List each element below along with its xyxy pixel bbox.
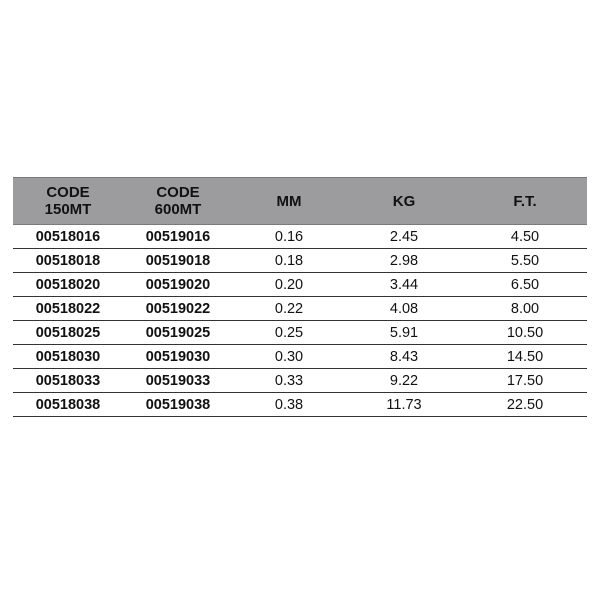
cell-ft: 6.50 xyxy=(463,273,587,297)
table-row xyxy=(13,345,587,369)
header-kg-label: KG xyxy=(392,192,416,210)
cell-code-150mt: 00518018 xyxy=(13,249,123,273)
cell-ft: 4.50 xyxy=(463,225,587,249)
cell-code-150mt: 00518022 xyxy=(13,297,123,321)
header-kg xyxy=(345,178,463,225)
table-header xyxy=(13,178,587,225)
table-row xyxy=(13,273,587,297)
table-row xyxy=(13,249,587,273)
cell-mm: 0.38 xyxy=(233,393,345,417)
cell-ft: 8.00 xyxy=(463,297,587,321)
cell-kg: 2.98 xyxy=(345,249,463,273)
cell-ft: 10.50 xyxy=(463,321,587,345)
spec-table xyxy=(13,177,587,417)
cell-mm: 0.33 xyxy=(233,369,345,393)
cell-mm: 0.18 xyxy=(233,249,345,273)
cell-ft: 5.50 xyxy=(463,249,587,273)
cell-mm: 0.30 xyxy=(233,345,345,369)
header-row xyxy=(13,178,587,225)
table-row xyxy=(13,369,587,393)
header-code-150mt-line2: 150MT xyxy=(44,201,92,218)
cell-ft: 22.50 xyxy=(463,393,587,417)
table-body xyxy=(13,225,587,417)
header-mm-label: MM xyxy=(276,192,302,210)
header-code-600mt-line1: CODE xyxy=(156,184,200,201)
cell-code-150mt: 00518025 xyxy=(13,321,123,345)
cell-ft: 17.50 xyxy=(463,369,587,393)
cell-kg: 11.73 xyxy=(345,393,463,417)
table-row xyxy=(13,393,587,417)
cell-code-600mt: 00519038 xyxy=(123,393,233,417)
cell-code-600mt: 00519018 xyxy=(123,249,233,273)
table-row xyxy=(13,321,587,345)
cell-code-600mt: 00519022 xyxy=(123,297,233,321)
header-mm xyxy=(233,178,345,225)
cell-mm: 0.22 xyxy=(233,297,345,321)
cell-kg: 5.91 xyxy=(345,321,463,345)
header-code-600mt xyxy=(123,178,233,225)
header-ft xyxy=(463,178,587,225)
cell-mm: 0.16 xyxy=(233,225,345,249)
cell-kg: 2.45 xyxy=(345,225,463,249)
cell-mm: 0.25 xyxy=(233,321,345,345)
cell-code-150mt: 00518033 xyxy=(13,369,123,393)
cell-code-150mt: 00518038 xyxy=(13,393,123,417)
cell-code-600mt: 00519016 xyxy=(123,225,233,249)
cell-code-600mt: 00519030 xyxy=(123,345,233,369)
header-ft-label: F.T. xyxy=(513,192,537,210)
table-row xyxy=(13,297,587,321)
header-code-150mt xyxy=(13,178,123,225)
cell-ft: 14.50 xyxy=(463,345,587,369)
table-row xyxy=(13,225,587,249)
cell-code-150mt: 00518016 xyxy=(13,225,123,249)
cell-code-150mt: 00518020 xyxy=(13,273,123,297)
cell-code-600mt: 00519033 xyxy=(123,369,233,393)
cell-code-600mt: 00519020 xyxy=(123,273,233,297)
cell-kg: 8.43 xyxy=(345,345,463,369)
cell-code-150mt: 00518030 xyxy=(13,345,123,369)
cell-kg: 3.44 xyxy=(345,273,463,297)
cell-kg: 4.08 xyxy=(345,297,463,321)
header-code-150mt-line1: CODE xyxy=(46,184,90,201)
cell-kg: 9.22 xyxy=(345,369,463,393)
header-code-600mt-line2: 600MT xyxy=(154,201,202,218)
cell-code-600mt: 00519025 xyxy=(123,321,233,345)
cell-mm: 0.20 xyxy=(233,273,345,297)
